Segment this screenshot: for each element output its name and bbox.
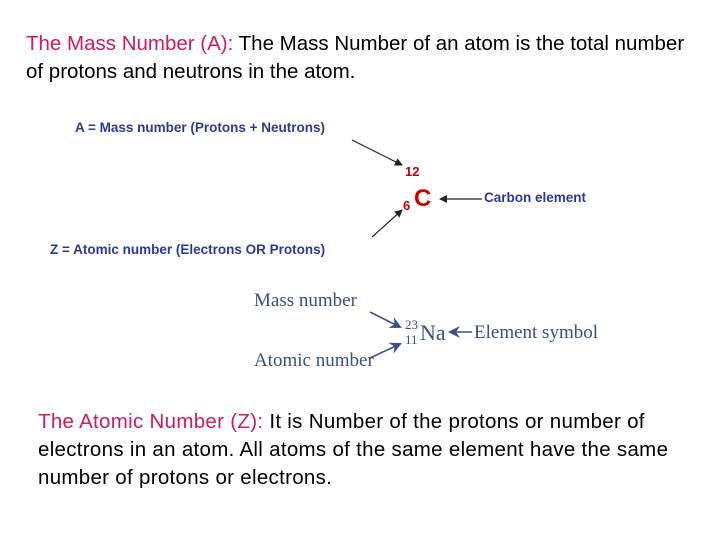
carbon-mass-number: 12 (405, 164, 420, 179)
mass-number-term: The Mass Number (A): (26, 32, 234, 55)
atomic-number-term: The Atomic Number (Z): (38, 410, 264, 433)
sodium-symbol: Na (420, 320, 446, 345)
sodium-element-label: Element symbol (474, 322, 599, 343)
carbon-mass-label: A = Mass number (Protons + Neutrons) (75, 120, 326, 135)
atomic-number-text: It is Number of the protons or number of electrons in an atom. All atoms of the same element have the same number of protons or electrons. (38, 410, 669, 489)
carbon-atomic-label: Z = Atomic number (Electrons OR Protons) (50, 242, 326, 257)
carbon-atomic-number: 6 (403, 198, 411, 213)
carbon-element-label: Carbon element (484, 190, 587, 205)
sodium-atomic-arrow (370, 344, 400, 358)
carbon-atomic-arrow (372, 210, 402, 237)
atomic-number-definition (38, 408, 708, 492)
sodium-mass-arrow (370, 312, 400, 327)
mass-number-text: The Mass Number of an atom is the total number of protons and neutrons in the atom. (26, 32, 685, 83)
carbon-mass-arrow (352, 140, 402, 165)
carbon-symbol: C (414, 185, 432, 212)
sodium-atomic-number: 11 (405, 332, 418, 347)
sodium-mass-label: Mass number (254, 290, 357, 311)
sodium-mass-number: 23 (405, 317, 418, 332)
sodium-atomic-label: Atomic number (254, 350, 374, 371)
